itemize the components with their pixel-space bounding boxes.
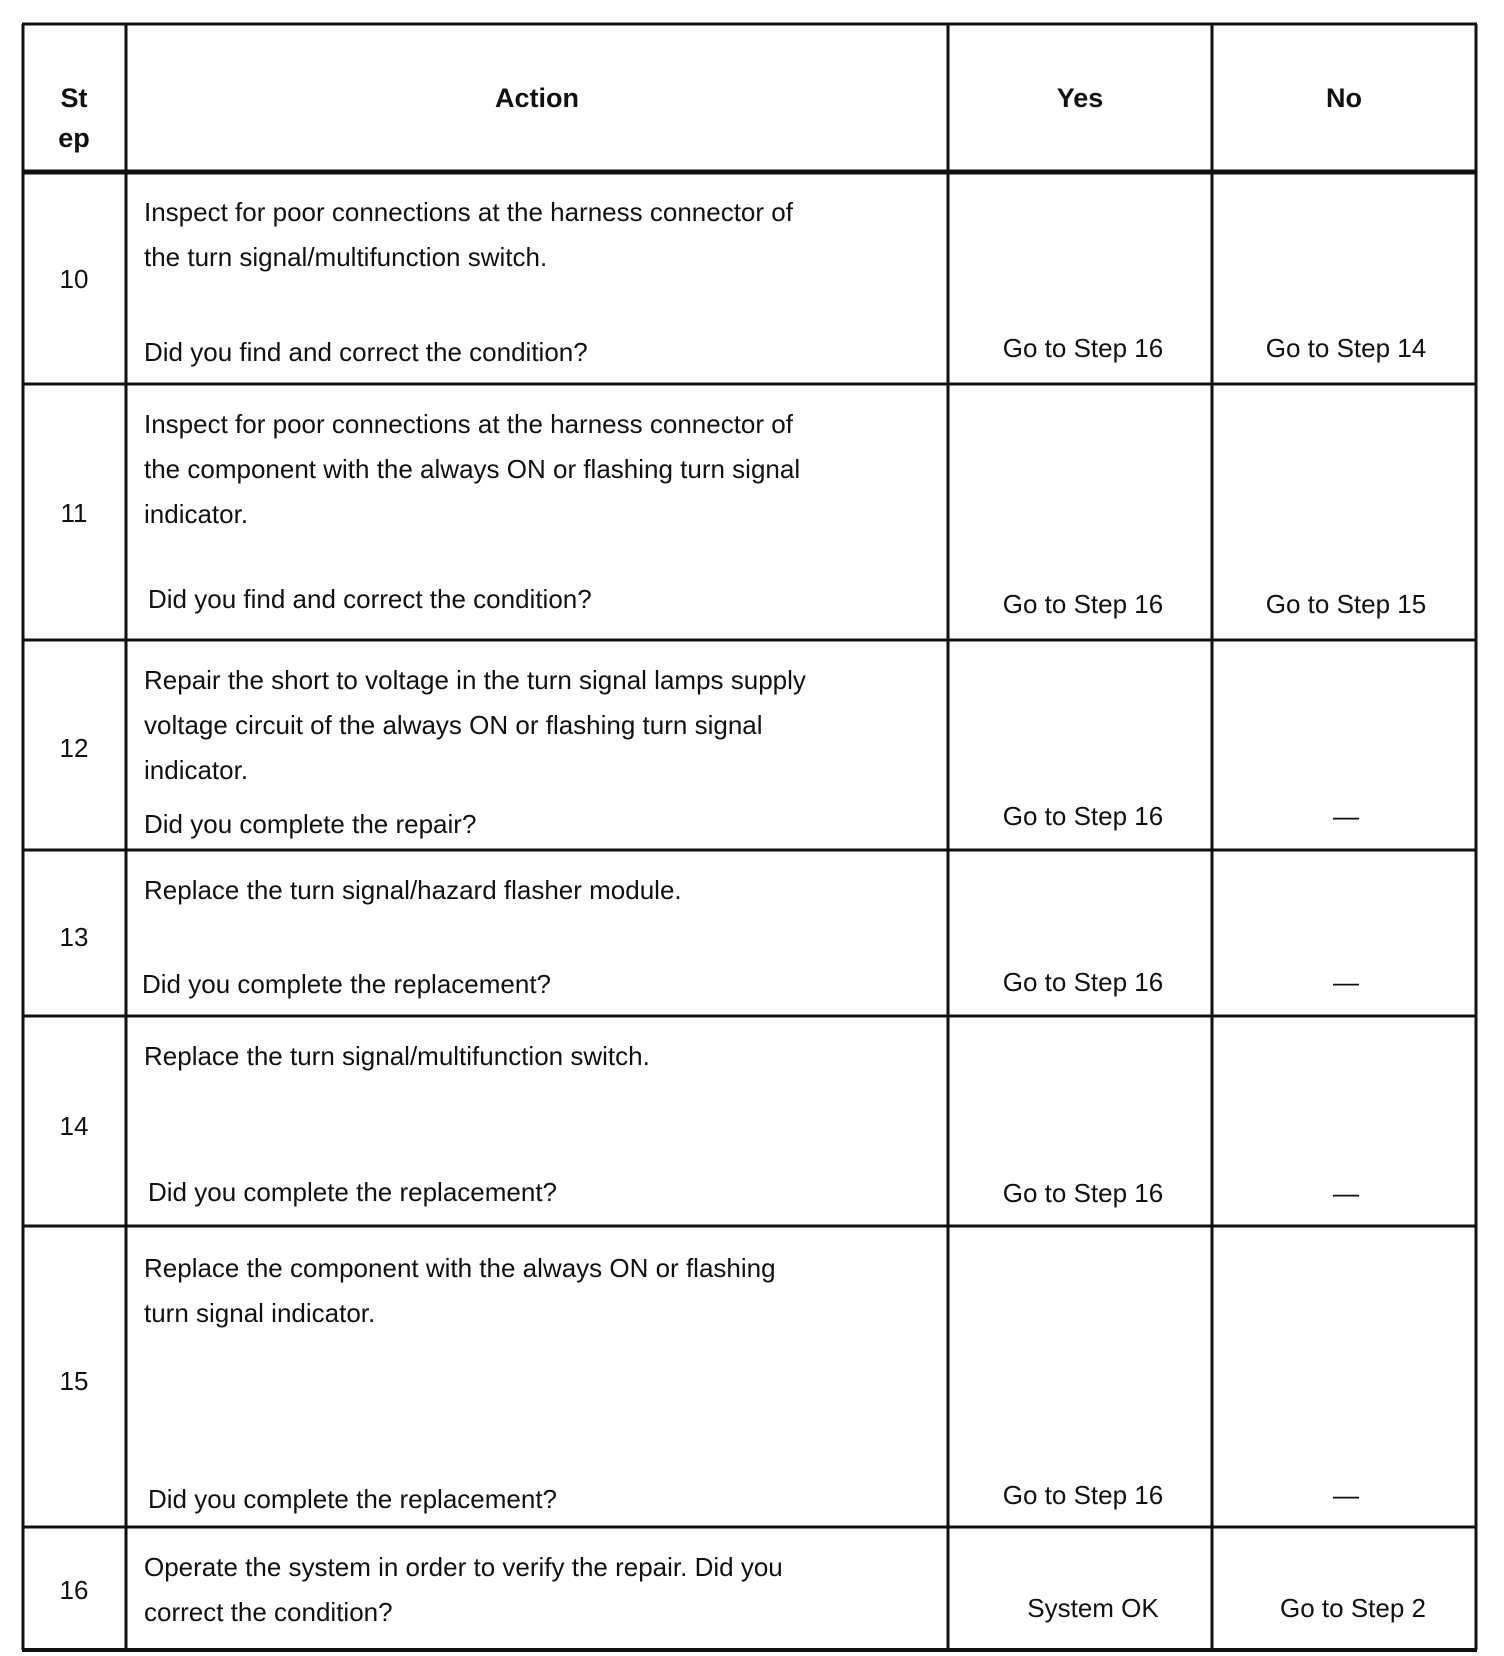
action-text: Replace the component with the always ON or flashing turn signal indicator. [144, 1253, 776, 1328]
no-result: Go to Step 15 [1265, 589, 1427, 619]
action-text: Replace the turn signal/multifunction switch. [144, 1041, 650, 1071]
yes-result: Go to Step 16 [1002, 333, 1164, 363]
action-question: Did you complete the repair? [144, 809, 477, 839]
no-result: — [1333, 967, 1359, 997]
header-no: No [1326, 83, 1362, 113]
step-number: 15 [59, 1366, 89, 1396]
action-text: Inspect for poor connections at the harness connector of the turn signal/multifunction switch. [144, 197, 793, 272]
no-result: — [1333, 801, 1359, 831]
no-result: Go to Step 14 [1265, 333, 1427, 363]
action-question: Did you find and correct the condition? [148, 584, 592, 614]
yes-result: Go to Step 16 [1002, 1178, 1164, 1208]
action-text: Repair the short to voltage in the turn signal lamps supply voltage circuit of the always ON or flashing turn signal indicator. [144, 665, 806, 785]
action-text: Replace the turn signal/hazard flasher module. [144, 875, 682, 905]
action-text: Operate the system in order to verify the repair. Did you correct the condition? [144, 1552, 783, 1627]
header-action: Action [495, 83, 579, 113]
yes-result: Go to Step 16 [1002, 967, 1164, 997]
yes-result: Go to Step 16 [1002, 589, 1164, 619]
action-question: Did you complete the replacement? [142, 969, 552, 999]
step-number: 12 [59, 733, 89, 763]
step-number: 11 [60, 498, 88, 528]
header-yes: Yes [1056, 83, 1104, 113]
action-question: Did you find and correct the condition? [144, 337, 588, 367]
yes-result: Go to Step 16 [1002, 801, 1164, 831]
action-question: Did you complete the replacement? [148, 1177, 558, 1207]
no-result: — [1333, 1178, 1359, 1208]
header-step [22, 78, 126, 158]
step-number: 14 [59, 1111, 89, 1141]
action-question: Did you complete the replacement? [148, 1484, 558, 1514]
yes-result: System OK [1027, 1593, 1159, 1623]
step-number: 13 [59, 922, 89, 952]
step-number: 10 [59, 264, 89, 294]
header-step-line2: ep [58, 123, 90, 153]
step-number: 16 [59, 1575, 89, 1605]
yes-result: Go to Step 16 [1002, 1480, 1164, 1510]
no-result: — [1333, 1480, 1359, 1510]
header-step-line1: St [60, 83, 88, 113]
no-result: Go to Step 2 [1280, 1593, 1426, 1623]
action-text: Inspect for poor connections at the harness connector of the component with the always ON or flashing turn signal indicator. [144, 409, 801, 529]
